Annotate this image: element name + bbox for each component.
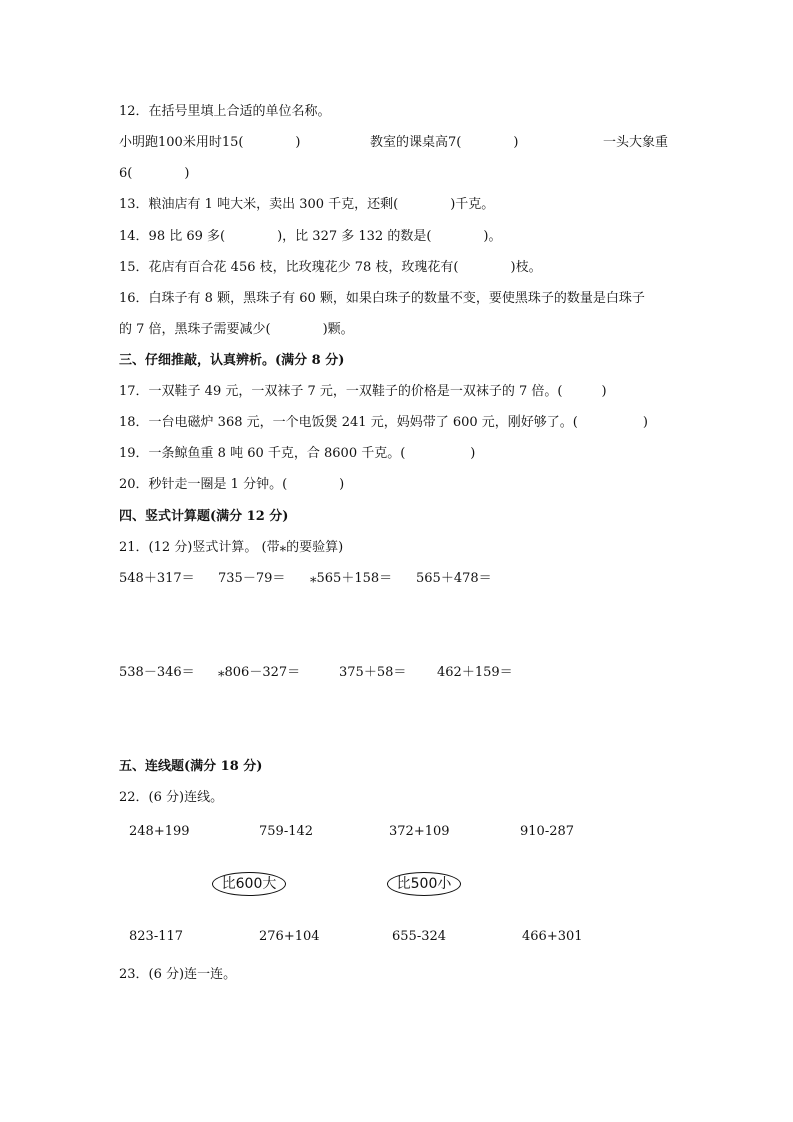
q23-title: 23．(6 分)连一连。 — [119, 967, 237, 982]
q22-title: 22．(6 分)连线。 — [119, 790, 224, 805]
match-expr-bottom: 466+301 — [522, 929, 583, 944]
section-5-heading: 五、连线题(满分 18 分) — [119, 759, 263, 774]
q12-item-run: 小明跑100米用时15( ) — [119, 135, 301, 150]
q12-item-elephant-cont: 6( ) — [119, 166, 190, 181]
q16-line1: 16．白珠子有 8 颗，黑珠子有 60 颗，如果白珠子的数量不变，要使黑珠子的数量是白珠子 — [119, 291, 645, 306]
q19: 19．一条鲸鱼重 8 吨 60 千克，合 8600 千克。( ) — [119, 446, 476, 461]
q20: 20．秒针走一圈是 1 分钟。( ) — [119, 477, 345, 492]
match-expr-top: 910-287 — [520, 824, 575, 839]
q21-title: 21．(12 分)竖式计算。 (带⁎的要验算) — [119, 540, 344, 555]
oval-less-500[interactable]: 比500小 — [387, 872, 461, 896]
calc-item: ⁎806－327＝ — [218, 665, 301, 680]
section-3-heading: 三、仔细推敲，认真辨析。(满分 8 分) — [119, 353, 345, 368]
match-expr-bottom: 823-117 — [129, 929, 184, 944]
match-expr-top: 248+199 — [129, 824, 190, 839]
calc-item: 548＋317＝ — [119, 571, 195, 586]
q17: 17．一双鞋子 49 元，一双袜子 7 元，一双鞋子的价格是一双袜子的 7 倍。( ) — [119, 384, 607, 399]
q14: 14．98 比 69 多( )，比 327 多 132 的数是( )。 — [119, 229, 502, 244]
calc-item: 735－79＝ — [218, 571, 286, 586]
q13: 13．粮油店有 1 吨大米，卖出 300 千克，还剩( )千克。 — [119, 197, 495, 212]
q12-title: 12．在括号里填上合适的单位名称。 — [119, 104, 331, 119]
q12-item-elephant: 一头大象重 — [603, 135, 669, 150]
match-expr-bottom: 655-324 — [392, 929, 447, 944]
calc-item: 375＋58＝ — [339, 665, 407, 680]
calc-item: ⁎565＋158＝ — [310, 571, 393, 586]
calc-item: 462＋159＝ — [437, 665, 513, 680]
match-expr-top: 759-142 — [259, 824, 314, 839]
oval-greater-600[interactable]: 比600大 — [212, 872, 286, 896]
calc-item: 565＋478＝ — [416, 571, 492, 586]
q16-line2: 的 7 倍，黑珠子需要减少( )颗。 — [119, 322, 354, 337]
section-4-heading: 四、竖式计算题(满分 12 分) — [119, 509, 289, 524]
q18: 18．一台电磁炉 368 元，一个电饭煲 241 元，妈妈带了 600 元，刚好够了。( ) — [119, 415, 648, 430]
q15: 15．花店有百合花 456 枝，比玫瑰花少 78 枝，玫瑰花有( )枝。 — [119, 260, 542, 275]
q12-item-desk: 教室的课桌高7( ) — [370, 135, 519, 150]
match-expr-top: 372+109 — [389, 824, 450, 839]
match-expr-bottom: 276+104 — [259, 929, 320, 944]
calc-item: 538－346＝ — [119, 665, 195, 680]
